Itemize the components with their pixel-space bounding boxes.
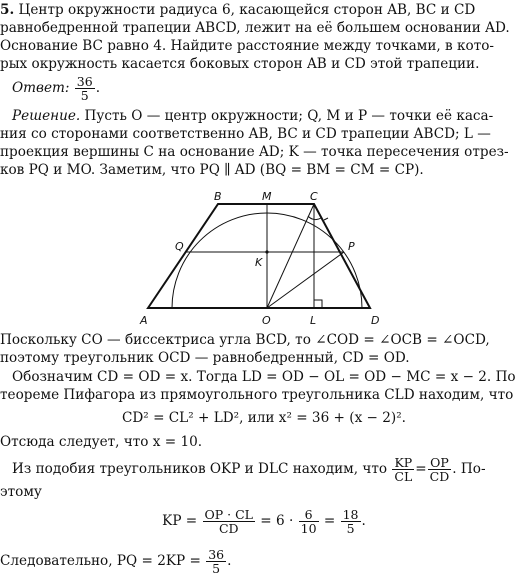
problem-line-3: Основание BC равно 4. Найдите расстояние между точками, в кото- [0, 38, 494, 54]
solution-line-4: ков PQ и MO. Заметим, что PQ ∥ AD (BQ = BM = CM = CP). [0, 162, 424, 178]
solution-line-3: проекция вершины C на основание AD; K — точка пересечения отрез- [0, 144, 509, 160]
kp-frac-1 [203, 508, 255, 535]
kp-frac-2 [299, 508, 319, 535]
solution-line-6: поэтому треугольник OCD — равнобедренный, CD = OD. [0, 350, 410, 366]
problem-line-2: равнобедренной трапеции ABCD, лежит на её большем основании AD. [0, 20, 510, 36]
ratio-eq: = [415, 461, 427, 477]
label-d: D [371, 314, 380, 327]
final-line [0, 546, 231, 576]
answer-num: 36 [76, 74, 93, 89]
kp-den-1: CD [218, 521, 239, 536]
ratio-num-1: KP [392, 456, 414, 470]
right-angle-mark [314, 300, 322, 308]
label-k: K [255, 256, 263, 269]
label-p: P [348, 240, 355, 253]
kp-num-1: OP · CL [204, 507, 253, 522]
answer-tail: . [95, 80, 101, 96]
kp-tail: . [361, 513, 366, 529]
label-b: B [214, 190, 222, 203]
ratio-op-cd [428, 456, 452, 483]
final-fraction [206, 548, 226, 575]
final-text: Следовательно, PQ = 2KP = [0, 553, 201, 569]
ratio-kp-cl [392, 456, 414, 483]
answer-label: Ответ: [12, 80, 70, 96]
solution-line-9: Отсюда следует, что x = 10. [0, 434, 203, 450]
ratio-den-1: CL [394, 469, 413, 484]
segment-op [267, 252, 344, 308]
kp-den-2: 10 [300, 521, 317, 536]
kp-num-2: 6 [299, 508, 319, 522]
segment-co [267, 204, 314, 308]
label-o: O [262, 314, 271, 327]
solution-text-1: Пусть O — центр окружности; Q, M и P — точки её каса- [84, 108, 494, 124]
angle-mark-c2 [324, 218, 328, 220]
solution-label: Решение. [12, 108, 81, 124]
trapezoid-figure [138, 190, 378, 326]
answer-den: 5 [80, 88, 89, 103]
kp-frac-3 [341, 508, 361, 535]
solution-line-1 [12, 108, 493, 125]
point-k [265, 250, 268, 253]
answer-line [12, 74, 100, 102]
solution-line-7: Обозначим CD = OD = x. Тогда LD = OD − OL = OD − MC = x − 2. По [12, 369, 516, 385]
ratio-tail: . По- [452, 461, 486, 477]
solution-line-2: ния со сторонами соответственно AB, BC и CD трапеции ABCD; L — [0, 126, 491, 142]
label-a: A [140, 314, 148, 327]
solution-line-8: теореме Пифагора из прямоугольного треугольника CLD находим, что [0, 387, 514, 403]
label-q: Q [175, 240, 184, 253]
kp-mid: = 6 · [260, 513, 294, 529]
kp-num-3: 18 [342, 507, 359, 522]
label-m: M [262, 190, 272, 203]
similarity-text: Из подобия треугольников OKP и DLC находим, что [12, 461, 388, 477]
label-l: L [310, 314, 317, 327]
solution-line-5: Поскольку CO — биссектриса угла BCD, то ∠COD = ∠OCB = ∠OCD, [0, 332, 490, 348]
answer-fraction [75, 75, 95, 102]
ratio-den-2: CD [429, 469, 450, 484]
final-den: 5 [212, 561, 221, 576]
kp-den-3: 5 [346, 521, 355, 536]
solution-line-11: этому [0, 484, 42, 500]
solution-line-10 [12, 454, 486, 484]
problem-line-4: рых окружность касается боковых сторон AB и CD этой трапеции. [0, 56, 480, 72]
equation-kp [0, 506, 528, 536]
kp-lhs: KP = [162, 513, 198, 529]
label-c: C [310, 190, 318, 203]
kp-eq: = [323, 513, 336, 529]
problem-text-1: Центр окружности радиуса 6, касающейся сторон AB, BC и CD [18, 2, 476, 18]
problem-number: 5. [0, 2, 15, 18]
ratio-num-2: OP [428, 456, 452, 470]
problem-line-1 [0, 2, 475, 19]
equation-pythagoras: CD² = CL² + LD², или x² = 36 + (x − 2)². [122, 410, 406, 426]
final-num: 36 [208, 547, 225, 562]
final-tail: . [227, 553, 232, 569]
